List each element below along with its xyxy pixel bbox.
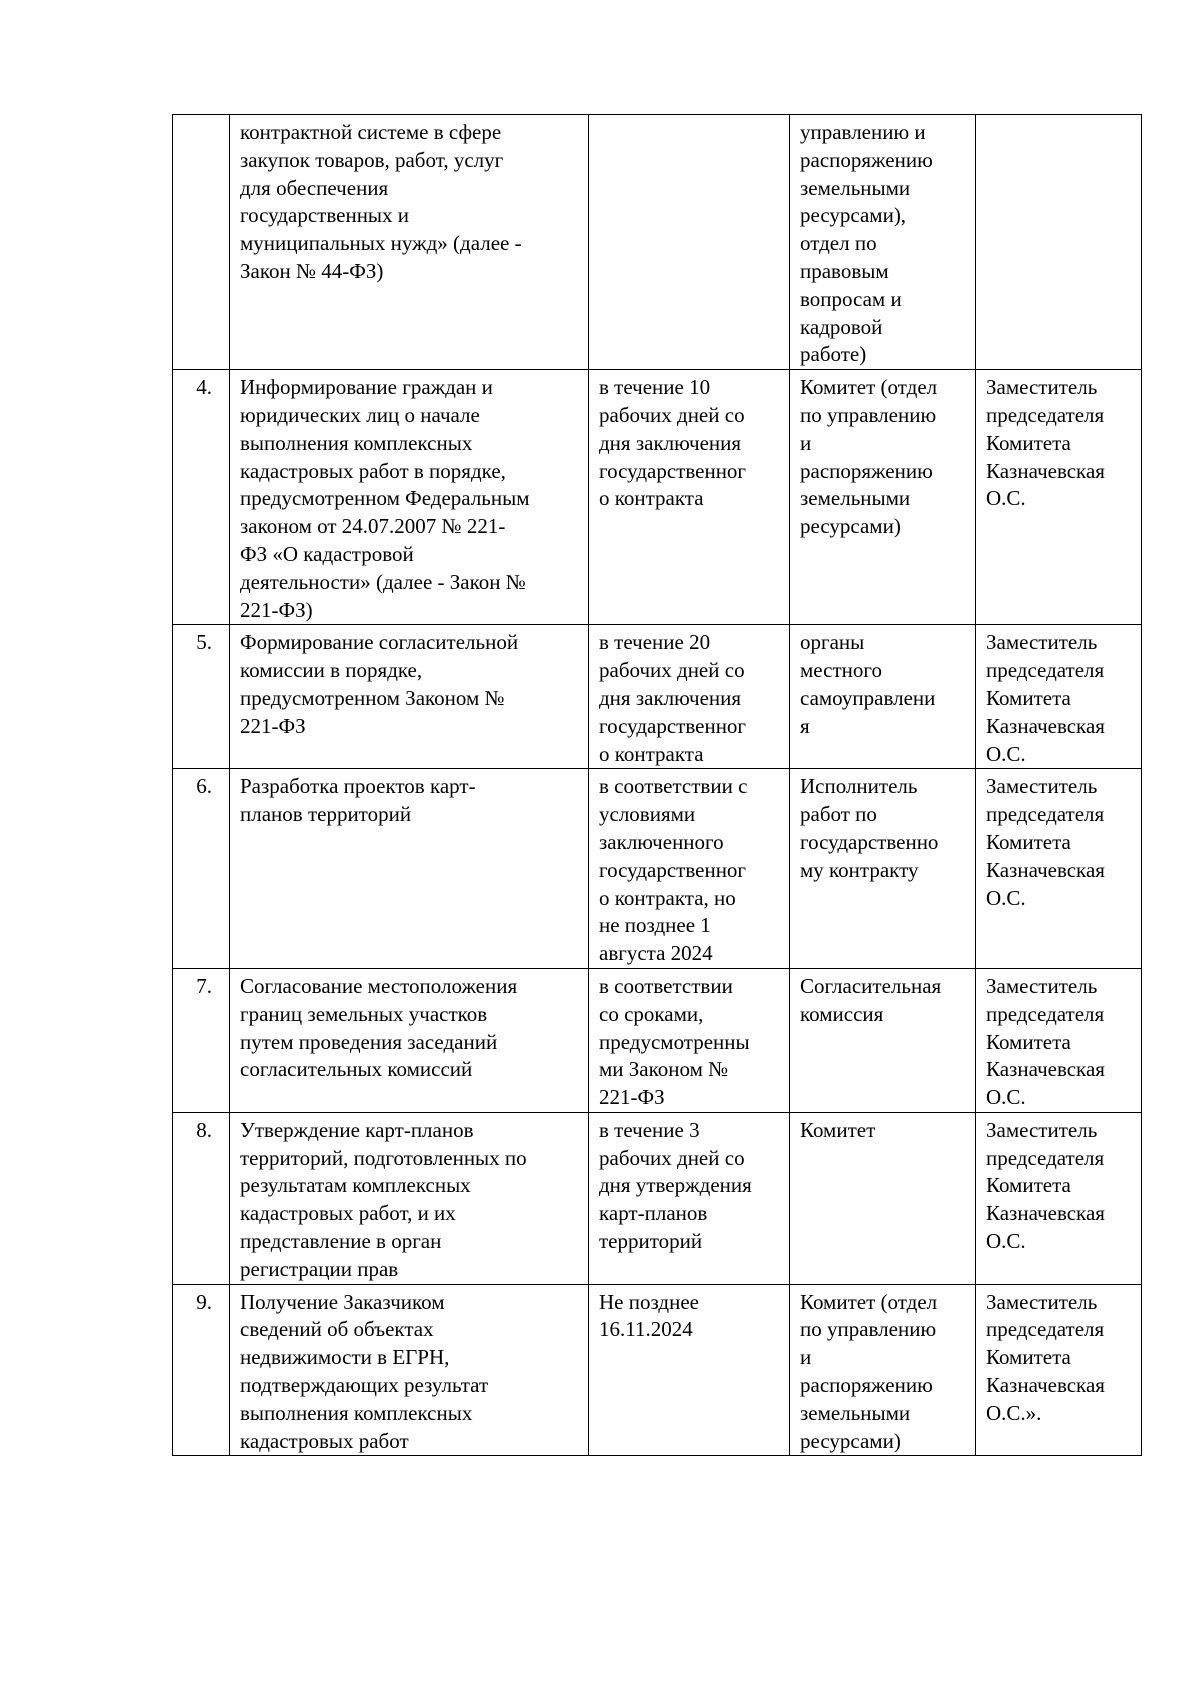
- event-cell: Разработка проектов карт- планов территорий: [230, 769, 589, 969]
- row-number-cell: 8.: [173, 1112, 230, 1284]
- table-row: [173, 968, 1142, 1112]
- responsible-cell: Заместитель председателя Комитета Казначевская О.С.: [976, 370, 1142, 625]
- table-row: [173, 370, 1142, 625]
- measures-table: [172, 114, 1142, 1456]
- deadline-cell: Не позднее 16.11.2024: [589, 1284, 790, 1456]
- event-cell: Согласование местоположения границ земельных участков путем проведения заседаний согласительных комиссий: [230, 968, 589, 1112]
- row-number-cell: 9.: [173, 1284, 230, 1456]
- responsible-cell: Заместитель председателя Комитета Казначевская О.С.: [976, 769, 1142, 969]
- row-number-cell: 7.: [173, 968, 230, 1112]
- deadline-cell: в течение 10 рабочих дней со дня заключения государственног о контракта: [589, 370, 790, 625]
- row-number-cell: 6.: [173, 769, 230, 969]
- event-cell: Информирование граждан и юридических лиц о начале выполнения комплексных кадастровых работ в порядке, предусмотренном Федеральным законом от 24.07.2007 № 221- ФЗ «О кадастровой деятельности» (далее - Закон № 221-ФЗ): [230, 370, 589, 625]
- row-number-cell: 4.: [173, 370, 230, 625]
- executor-cell: Комитет: [790, 1112, 976, 1284]
- table-row: [173, 1112, 1142, 1284]
- responsible-cell: Заместитель председателя Комитета Казначевская О.С.: [976, 1112, 1142, 1284]
- row-number-cell: 5.: [173, 625, 230, 769]
- row-number-cell: [173, 115, 230, 370]
- table-row: [173, 1284, 1142, 1456]
- executor-cell: Комитет (отдел по управлению и распоряжению земельными ресурсами): [790, 370, 976, 625]
- responsible-cell: Заместитель председателя Комитета Казначевская О.С.».: [976, 1284, 1142, 1456]
- executor-cell: органы местного самоуправлени я: [790, 625, 976, 769]
- deadline-cell: в течение 20 рабочих дней со дня заключения государственног о контракта: [589, 625, 790, 769]
- executor-cell: управлению и распоряжению земельными ресурсами), отдел по правовым вопросам и кадровой работе): [790, 115, 976, 370]
- deadline-cell: [589, 115, 790, 370]
- table-row: [173, 115, 1142, 370]
- responsible-cell: Заместитель председателя Комитета Казначевская О.С.: [976, 625, 1142, 769]
- table-row: [173, 625, 1142, 769]
- deadline-cell: в течение 3 рабочих дней со дня утверждения карт-планов территорий: [589, 1112, 790, 1284]
- responsible-cell: [976, 115, 1142, 370]
- executor-cell: Исполнитель работ по государственно му контракту: [790, 769, 976, 969]
- deadline-cell: в соответствии со сроками, предусмотренны ми Законом № 221-ФЗ: [589, 968, 790, 1112]
- event-cell: контрактной системе в сфере закупок товаров, работ, услуг для обеспечения государственных и муниципальных нужд» (далее - Закон № 44-ФЗ): [230, 115, 589, 370]
- event-cell: Получение Заказчиком сведений об объектах недвижимости в ЕГРН, подтверждающих результат выполнения комплексных кадастровых работ: [230, 1284, 589, 1456]
- event-cell: Утверждение карт-планов территорий, подготовленных по результатам комплексных кадастровых работ, и их представление в орган регистрации прав: [230, 1112, 589, 1284]
- event-cell: Формирование согласительной комиссии в порядке, предусмотренном Законом № 221-ФЗ: [230, 625, 589, 769]
- responsible-cell: Заместитель председателя Комитета Казначевская О.С.: [976, 968, 1142, 1112]
- executor-cell: Согласительная комиссия: [790, 968, 976, 1112]
- deadline-cell: в соответствии с условиями заключенного государственног о контракта, но не позднее 1 августа 2024: [589, 769, 790, 969]
- table-row: [173, 769, 1142, 969]
- executor-cell: Комитет (отдел по управлению и распоряжению земельными ресурсами): [790, 1284, 976, 1456]
